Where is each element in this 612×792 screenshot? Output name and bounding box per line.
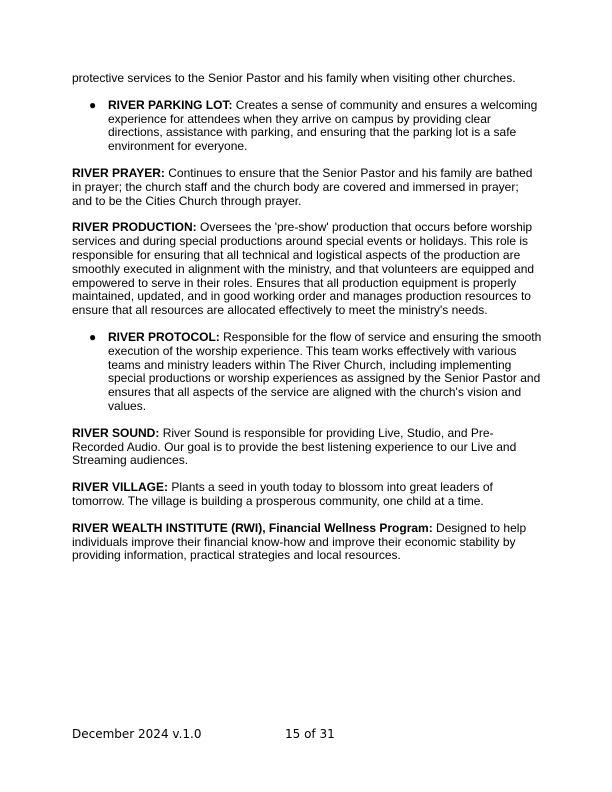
wealth-title: RIVER WEALTH INSTITUTE (RWI), Financial Wellness Program: <box>72 520 433 535</box>
bullet-icon: ● <box>89 97 97 112</box>
sound-text: River Sound is responsible for providing Live, Studio, and Pre-Recorded Audio. Our goal is to provide the best listening experience to our Live and Streaming audiences. <box>72 425 517 468</box>
protocol-bullet <box>72 331 542 414</box>
parking-lot-text: Creates a sense of community and ensures a welcoming experience for attendees when they arrive on campus by providing clear directions, assistance with parking, and ensuring that the parking lot is a safe environment for everyone. <box>108 97 538 154</box>
production-text: Oversees the 'pre-show' production that occurs before worship services and during special productions around special events or holidays. This role is responsible for ensuring that all technical and logistical aspects of the production are smoothly executed in alignment with the ministry, and that volunteers are equipped and empowered to serve in their roles. Ensures that all production equipment is properly maintained, updated, and in good working order and manages production resources to ensure that all resources are allocated effectively to meet the ministry's needs. <box>72 220 535 318</box>
prayer-text: Continues to ensure that the Senior Pastor and his family are bathed in prayer; the church staff and the church body are covered and immersed in prayer; and to be the Cities Church through prayer. <box>72 165 533 208</box>
production-paragraph <box>72 221 542 318</box>
parking-lot-bullet <box>72 99 542 154</box>
production-title: RIVER PRODUCTION: <box>72 220 197 235</box>
village-paragraph <box>72 481 542 509</box>
footer-date-version: December 2024 v.1.0 <box>72 727 202 741</box>
intro-paragraph: protective services to the Senior Pastor and his family when visiting other churches. <box>72 71 516 85</box>
sound-title: RIVER SOUND: <box>72 425 160 440</box>
bullet-icon: ● <box>89 329 97 344</box>
parking-lot-title: RIVER PARKING LOT: <box>108 97 233 112</box>
protocol-text: Responsible for the flow of service and ensuring the smooth execution of the worship experience. This team works effectively with various teams and ministry leaders within The River Church, including implementing special productions or worship experiences as assigned by the Senior Pastor and ensures that all aspects of the service are aligned with the church's vision and values. <box>108 329 542 413</box>
prayer-paragraph <box>72 167 542 208</box>
village-title: RIVER VILLAGE: <box>72 480 169 495</box>
page-content <box>72 72 542 576</box>
wealth-paragraph <box>72 522 542 563</box>
protocol-title: RIVER PROTOCOL: <box>108 329 220 344</box>
village-text: Plants a seed in youth today to blossom into great leaders of tomorrow. The village is building a prosperous community, one child at a time. <box>72 480 493 508</box>
sound-paragraph <box>72 427 542 468</box>
prayer-title: RIVER PRAYER: <box>72 165 165 180</box>
footer-page-number: 15 of 31 <box>285 727 335 741</box>
wealth-text: Designed to help individuals improve their financial know-how and improve their economic stability by providing information, practical strategies and local resources. <box>72 520 527 563</box>
